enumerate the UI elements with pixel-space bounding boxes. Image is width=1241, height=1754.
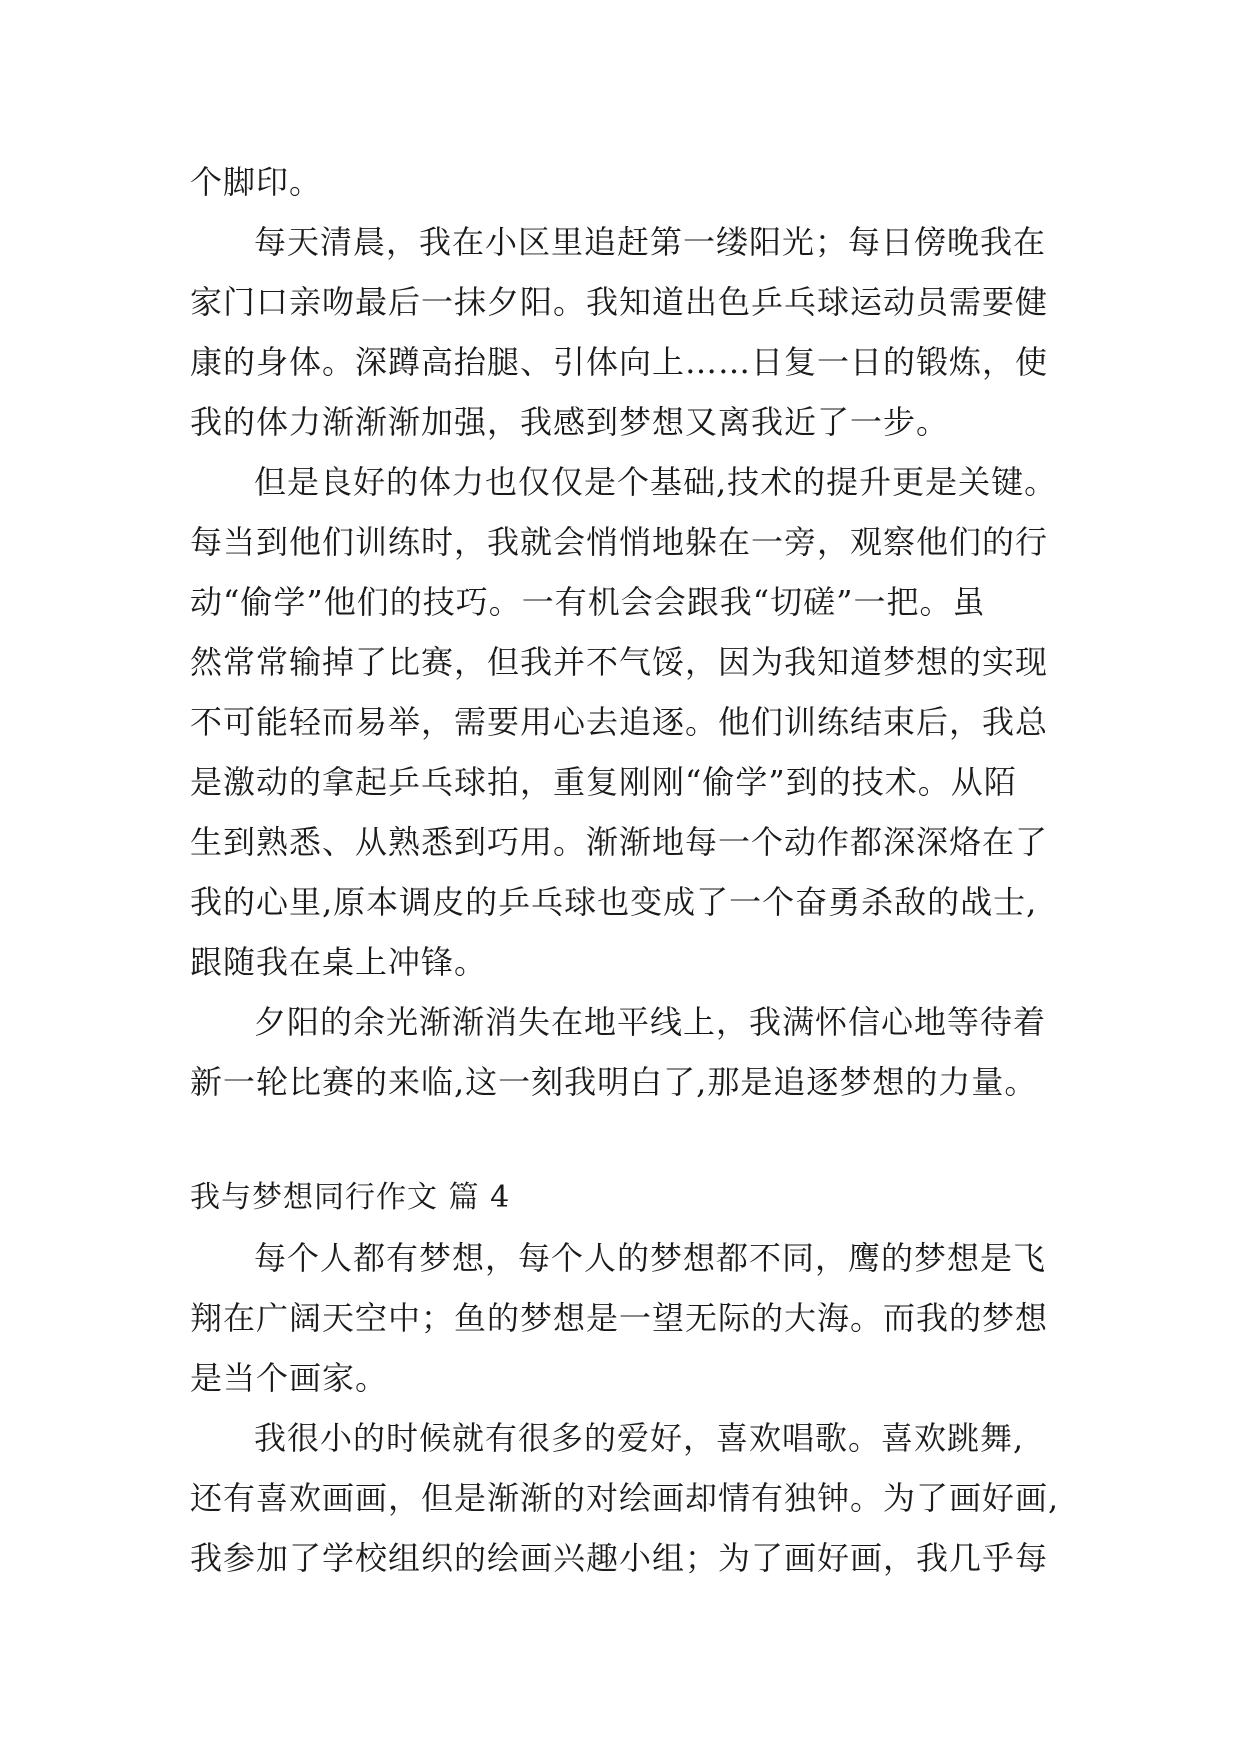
text-line: 我的体力渐渐渐加强，我感到梦想又离我近了一步。 <box>190 403 950 441</box>
text-line: 跟随我在桌上冲锋。 <box>190 943 488 981</box>
text-line: 个脚印。 <box>190 163 323 201</box>
text-line: 家门口亲吻最后一抹夕阳。我知道出色乒乓球运动员需要健 <box>190 283 1049 321</box>
paragraph-start-line: 我很小的时候就有很多的爱好，喜欢唱歌。喜欢跳舞, <box>254 1419 1025 1457</box>
text-line: 动“偷学”他们的技巧。一有机会会跟我“切磋”一把。虽 <box>190 583 986 621</box>
text-line: 每当到他们训练时，我就会悄悄地躲在一旁，观察他们的行 <box>190 523 1049 561</box>
paragraph-start-line: 每个人都有梦想，每个人的梦想都不同，鹰的梦想是飞 <box>254 1239 1047 1277</box>
text-line: 我参加了学校组织的绘画兴趣小组；为了画好画，我几乎每 <box>190 1539 1049 1577</box>
text-line: 不可能轻而易举，需要用心去追逐。他们训练结束后，我总 <box>190 703 1049 741</box>
text-line: 然常常输掉了比赛，但我并不气馁，因为我知道梦想的实现 <box>190 643 1049 681</box>
paragraph-start-line: 夕阳的余光渐渐消失在地平线上，我满怀信心地等待着 <box>254 1003 1047 1041</box>
text-line: 翔在广阔天空中；鱼的梦想是一望无际的大海。而我的梦想 <box>190 1299 1049 1337</box>
text-line: 我的心里,原本调皮的乒乓球也变成了一个奋勇杀敌的战士, <box>190 883 1038 921</box>
section-heading: 我与梦想同行作文 篇 4 <box>190 1180 511 1215</box>
text-line: 新一轮比赛的来临,这一刻我明白了,那是追逐梦想的力量。 <box>190 1063 1038 1101</box>
section-gap <box>190 1112 1060 1168</box>
paragraph-start-line: 每天清晨，我在小区里追赶第一缕阳光；每日傍晚我在 <box>254 223 1047 261</box>
text-line: 是当个画家。 <box>190 1359 389 1397</box>
text-line: 是激动的拿起乒乓球拍，重复刚刚“偷学”到的技术。从陌 <box>190 763 1017 801</box>
text-line: 康的身体。深蹲高抬腿、引体向上……日复一日的锻炼，使 <box>190 343 1049 381</box>
text-line: 生到熟悉、从熟悉到巧用。渐渐地每一个动作都深深烙在了 <box>190 823 1049 861</box>
text-line: 还有喜欢画画，但是渐渐的对绘画却情有独钟。为了画好画, <box>190 1479 1060 1517</box>
document-body <box>190 152 1060 1588</box>
paragraph-start-line: 但是良好的体力也仅仅是个基础,技术的提升更是关键。 <box>254 463 1058 501</box>
